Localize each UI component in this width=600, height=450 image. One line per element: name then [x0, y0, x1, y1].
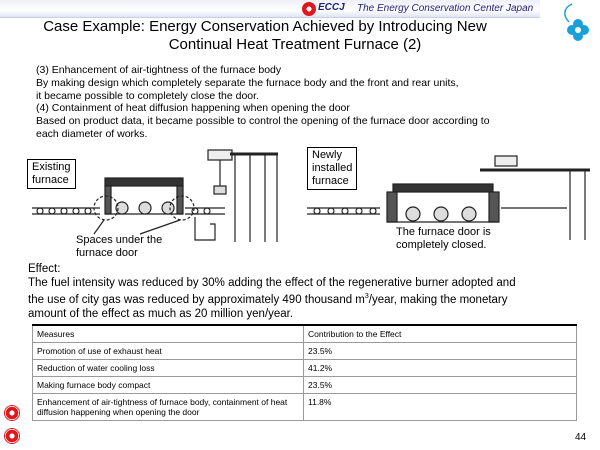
table-row: [33, 377, 577, 394]
body-line: each diameter of works.: [36, 127, 148, 140]
side-logo-icon: [4, 405, 20, 421]
header-contribution: Contribution to the Effect: [304, 325, 577, 343]
measure-cell: Making furnace body compact: [33, 377, 304, 394]
contribution-cell: 11.8%: [304, 394, 577, 421]
body-text: [36, 64, 556, 141]
new-furnace-label: Newly installed furnace: [307, 147, 357, 190]
header-measures: Measures: [33, 325, 304, 343]
body-line: (4) Containment of heat diffusion happening when opening the door: [36, 102, 350, 115]
title-line-2: Continual Heat Treatment Furnace (2): [168, 36, 422, 53]
door-closed-label: The furnace door is completely closed.: [396, 226, 491, 251]
clover-emblem-icon: [560, 2, 596, 44]
body-line: (3) Enhancement of air-tightness of the furnace body: [36, 64, 282, 76]
contribution-cell: 23.5%: [304, 343, 577, 360]
effect-line-3: amount of the effect as much as 20 million yen/year.: [28, 307, 294, 320]
org-abbreviation: ECCJ: [318, 2, 345, 13]
table-header-row: [33, 325, 577, 343]
spaces-under-door-label: Spaces under the furnace door: [76, 234, 163, 259]
title-line-1: Case Example: Energy Conservation Achieved by Introducing New: [43, 18, 487, 35]
table-row: [33, 360, 577, 377]
measures-table: [32, 324, 577, 421]
effect-line-2: the use of city gas was reduced by approximately 490 thousand $m^3$/year, making the monetary: [28, 293, 508, 306]
measure-cell: Promotion of use of exhaust heat: [33, 343, 304, 360]
measure-cell: Reduction of water cooling loss: [33, 360, 304, 377]
contribution-cell: 23.5%: [304, 377, 577, 394]
body-line: By making design which completely separate the furnace body and the front and rear units,: [36, 76, 459, 89]
slide-title: [0, 18, 530, 54]
effect-line-1: The fuel intensity was reduced by 30% adding the effect of the regenerative burner adopted and: [28, 277, 516, 289]
side-logo-icon: [4, 428, 20, 444]
table-row: [33, 394, 577, 421]
existing-furnace-label: Existing furnace: [27, 159, 76, 189]
measure-cell: Enhancement of air-tightness of furnace body, containment of heat diffusion happening when opening the door: [33, 394, 304, 421]
eccj-logo-icon: [302, 2, 316, 16]
table-row: [33, 343, 577, 360]
effect-heading: Effect:: [28, 263, 61, 275]
contribution-cell: 41.2%: [304, 360, 577, 377]
body-line: it became possible to completely close the door.: [36, 89, 259, 102]
page-number: 44: [575, 432, 587, 443]
effect-text: [28, 262, 568, 321]
body-line: Based on product data, it became possible to control the opening of the furnace door according to: [36, 115, 490, 128]
org-name: The Energy Conservation Center Japan: [357, 3, 534, 14]
